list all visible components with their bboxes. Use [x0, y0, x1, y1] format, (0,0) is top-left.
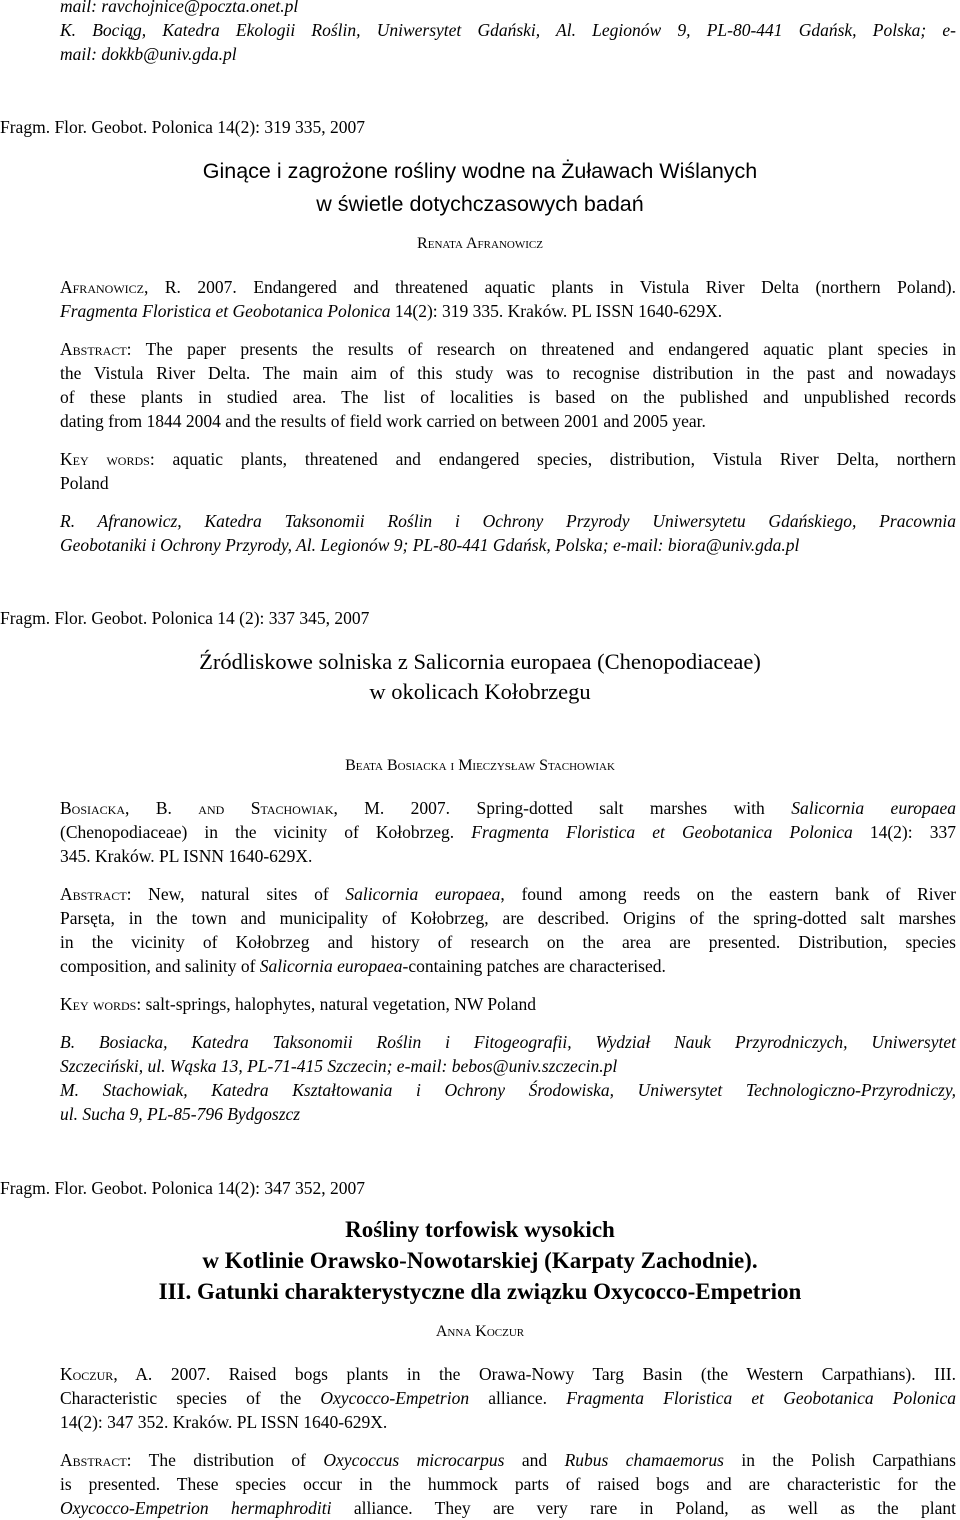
- author-address-line: M. Stachowiak, Katedra Kształtowania i Ochrony Środowiska, Uniwersytet Technologiczno-Przyrodniczy,: [60, 1080, 956, 1100]
- citation-line: Afranowicz, R. 2007. Endangered and threatened aquatic plants in Vistula River Delta (northern Poland).: [60, 277, 956, 297]
- article-source: Fragm. Flor. Geobot. Polonica 14 (2): 337 345, 2007: [0, 608, 370, 628]
- abstract-line: composition, and salinity of Salicornia europaea-containing patches are characterised.: [60, 956, 666, 976]
- abstract-label: Abstract: [60, 1450, 127, 1470]
- article-title: Źródliskowe solniska z Salicornia europaea (Chenopodiaceae): [199, 649, 761, 674]
- author-address-line: R. Afranowicz, Katedra Taksonomii Roślin i Ochrony Przyrody Uniwersytetu Gdańskiego, Pracownia: [60, 511, 956, 531]
- abstract-line: Abstract: The paper presents the results of research on threatened and endangered aquatic plant species in: [60, 339, 956, 359]
- citation-line: (Chenopodiaceae) in the vicinity of Kołobrzeg. Fragmenta Floristica et Geobotanica Polonica 14(2): 337: [60, 822, 956, 842]
- citation-line: 14(2): 347 352. Kraków. PL ISSN 1640-629X.: [60, 1412, 388, 1432]
- abstract-line: dating from 1844 2004 and the results of field work carried on between 2001 and 2005 year.: [60, 411, 706, 431]
- author-address-line: B. Bosiacka, Katedra Taksonomii Roślin i Fitogeografii, Wydział Nauk Przyrodniczych, Uniwersytet: [60, 1032, 956, 1052]
- citation-line: 345. Kraków. PL ISNN 1640-629X.: [60, 846, 313, 866]
- article-title-line-3: III. Gatunki charakterystyczne dla związku Oxycocco-Empetrion: [158, 1279, 802, 1304]
- abstract-line: the Vistula River Delta. The main aim of this study was to recognise distribution in the past and nowadays: [60, 363, 956, 383]
- keywords-line: Key words: salt-springs, halophytes, natural vegetation, NW Poland: [60, 994, 537, 1014]
- abstract-line: Oxycocco-Empetrion hermaphroditi alliance. They are very rare in Poland, as well as the plant: [60, 1498, 956, 1518]
- article-title-line-2: w Kotlinie Orawsko-Nowotarskiej (Karpaty Zachodnie).: [202, 1248, 758, 1273]
- keywords-line: Key words: aquatic plants, threatened and endangered species, distribution, Vistula River Delta, northern: [60, 449, 956, 469]
- article-authors: Beata Bosiacka i Mieczysław Stachowiak: [345, 757, 615, 774]
- article-title-line-2: w okolicach Kołobrzegu: [369, 679, 591, 704]
- citation-line: Koczur, A. 2007. Raised bogs plants in the Orawa-Nowy Targ Basin (the Western Carpathians). III.: [60, 1364, 956, 1384]
- prev-email-line: mail: ravchojnice@poczta.onet.pl: [60, 0, 299, 16]
- keywords-label: Key words: [60, 994, 137, 1014]
- article-title-line-2: w świetle dotychczasowych badań: [316, 192, 644, 216]
- citation-line: Characteristic species of the Oxycocco-Empetrion alliance. Fragmenta Floristica et Geobotanica Polonica: [60, 1388, 956, 1408]
- abstract-line: of these plants in studied area. The list of localities is based on the published and unpublished records: [60, 387, 956, 407]
- author-address-line: Geobotaniki i Ochrony Przyrody, Al. Legionów 9; PL-80-441 Gdańsk, Polska; e-mail: biora@univ.gda.pl: [60, 535, 800, 555]
- abstract-line: Parsęta, in the town and municipality of Kołobrzeg, are described. Origins of the spring-dotted salt marshes: [60, 908, 956, 928]
- abstract-line: in the vicinity of Kołobrzeg and history of research on the area are presented. Distribution, species: [60, 932, 956, 952]
- abstract-label: Abstract: [60, 884, 127, 904]
- abstract-line: Abstract: The distribution of Oxycoccus microcarpus and Rubus chamaemorus in the Polish Carpathians: [60, 1450, 956, 1470]
- citation-line: Bosiacka, B. and Stachowiak, M. 2007. Spring-dotted salt marshes with Salicornia europaea: [60, 798, 956, 818]
- abstract-line: is presented. These species occur in the hummock parts of raised bogs and are characteristic for the: [60, 1474, 956, 1494]
- author-address-line: ul. Sucha 9, PL-85-796 Bydgoszcz: [60, 1104, 301, 1124]
- article-source: Fragm. Flor. Geobot. Polonica 14(2): 319 335, 2007: [0, 117, 366, 137]
- article-authors: Renata Afranowicz: [417, 235, 543, 252]
- article-title: Rośliny torfowisk wysokich: [345, 1217, 615, 1242]
- prev-address-line: K. Bocią̨g, Katedra Ekologii Roślin, Uniwersytet Gdański, Al. Legionów 9, PL-80-441 Gdańsk, Polska; e-: [60, 20, 956, 40]
- author-address-line: Szczeciński, ul. Wąska 13, PL-71-415 Szczecin; e-mail: bebos@univ.szczecin.pl: [60, 1056, 618, 1076]
- article-source: Fragm. Flor. Geobot. Polonica 14(2): 347 352, 2007: [0, 1178, 366, 1198]
- citation-line: Fragmenta Floristica et Geobotanica Polonica 14(2): 319 335. Kraków. PL ISSN 1640-629X.: [60, 301, 723, 321]
- article-title: Ginące i zagrożone rośliny wodne na Żuławach Wiślanych: [202, 159, 758, 183]
- prev-address-line-2: mail: dokkb@univ.gda.pl: [60, 44, 237, 64]
- abstract-line: Abstract: New, natural sites of Salicornia europaea, found among reeds on the eastern bank of River: [60, 884, 957, 904]
- article-authors: Anna Koczur: [435, 1323, 525, 1340]
- keywords-label: Key words: [60, 449, 150, 469]
- keywords-line: Poland: [60, 473, 109, 493]
- abstract-label: Abstract: [60, 339, 127, 359]
